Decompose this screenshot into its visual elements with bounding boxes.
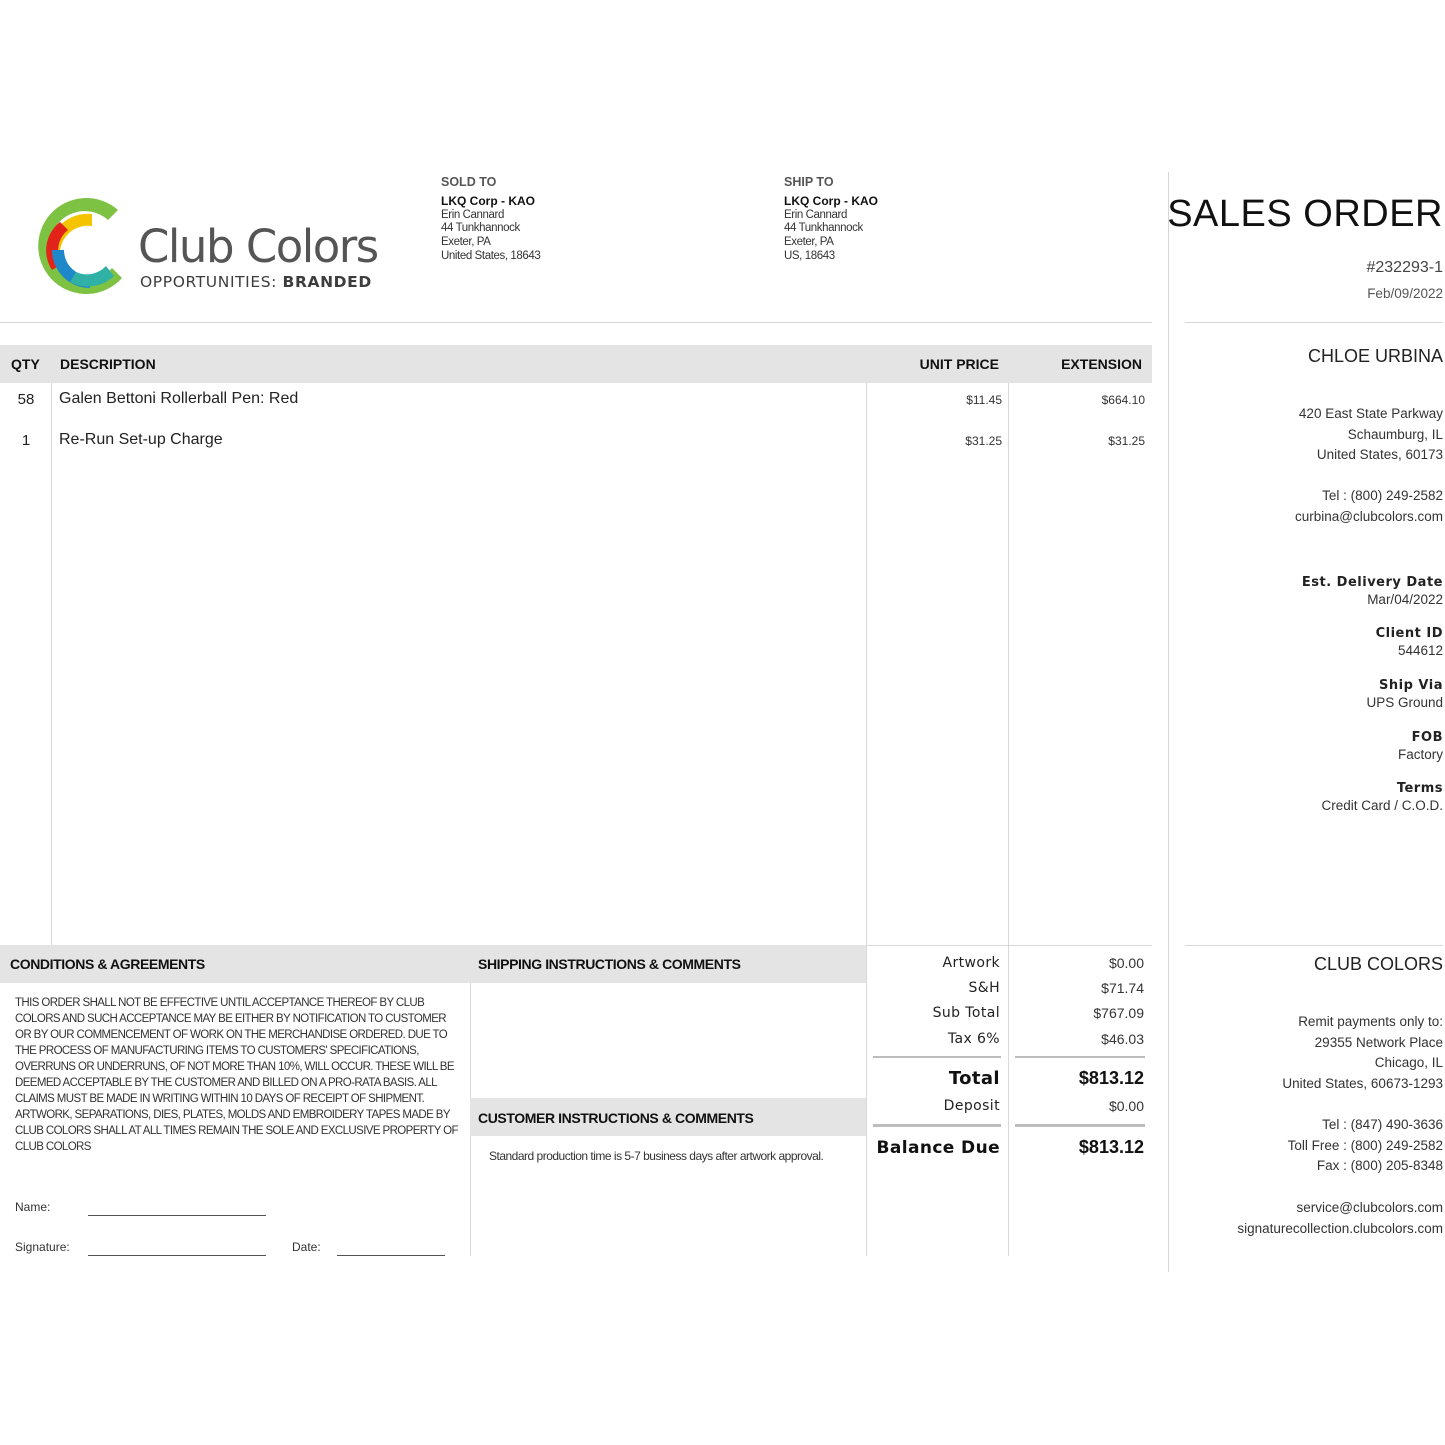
sh-label: S&H: [968, 980, 1000, 996]
row-extension: $31.25: [1108, 434, 1145, 448]
totals-top-rule: [866, 945, 1152, 946]
right-panel-rule-top: [1185, 322, 1443, 323]
company-street: 29355 Network Place: [1314, 1034, 1443, 1050]
row-qty: 58: [17, 391, 35, 408]
name-label: Name:: [15, 1200, 51, 1214]
row-extension: $664.10: [1101, 393, 1145, 407]
company-remit-address: [1282, 1012, 1443, 1095]
col-header-unit-price: UNIT PRICE: [919, 356, 999, 372]
balance-rule-right: [1015, 1124, 1145, 1127]
col-header-qty: QTY: [11, 356, 40, 372]
row-qty: 1: [21, 432, 31, 449]
ship-to-street: 44 Tunkhannock: [784, 222, 863, 235]
col-divider-qty: [51, 383, 52, 945]
sold-to-heading: SOLD TO: [441, 175, 497, 189]
shipping-instructions-heading: SHIPPING INSTRUCTIONS & COMMENTS: [478, 956, 741, 972]
order-detail-fob: [1398, 729, 1443, 763]
order-detail-value: UPS Ground: [1366, 695, 1443, 710]
company-fax: Fax : (800) 205-8348: [1316, 1158, 1443, 1174]
order-detail-value: 544612: [1397, 643, 1443, 658]
sales-order-title: SALES ORDER: [1167, 193, 1443, 235]
total-rule-right: [1015, 1056, 1145, 1058]
sold-to-company: LKQ Corp - KAO: [441, 193, 535, 208]
company-tollfree: Toll Free : (800) 249-2582: [1287, 1137, 1443, 1153]
tax-label: Tax 6%: [947, 1031, 1000, 1047]
company-phones: [1288, 1115, 1443, 1177]
customer-instructions-heading: CUSTOMER INSTRUCTIONS & COMMENTS: [478, 1110, 754, 1126]
ship-to-country: US, 18643: [784, 249, 835, 262]
club-colors-logo: [30, 192, 390, 302]
sold-to-city: Exeter, PA: [441, 236, 491, 249]
col-divider-extension: [1008, 383, 1009, 1256]
ship-to-block: [784, 176, 878, 264]
company-tel: Tel : (847) 490-3636: [1322, 1117, 1443, 1132]
ship-to-heading: SHIP TO: [784, 175, 834, 189]
customer-instructions-text: Standard production time is 5-7 business days after artwork approval.: [489, 1149, 824, 1163]
tax-value: $46.03: [1101, 1031, 1144, 1047]
row-unit-price: $31.25: [965, 434, 1002, 448]
order-detail-value: Credit Card / C.O.D.: [1321, 798, 1443, 813]
date-line[interactable]: [337, 1255, 445, 1256]
deposit-value: $0.00: [1108, 1098, 1144, 1114]
order-detail-label: Client ID: [1375, 626, 1443, 641]
sales-rep-address: [1299, 404, 1443, 466]
sales-rep-email[interactable]: curbina@clubcolors.com: [1294, 508, 1443, 524]
sales-rep-tel: Tel : (800) 249-2582: [1322, 488, 1443, 503]
club-colors-logo-mark-icon: [30, 192, 140, 302]
sales-rep-name: CHLOE URBINA: [1307, 346, 1443, 366]
right-panel-divider: [1168, 172, 1169, 1272]
name-signature-line[interactable]: [88, 1215, 266, 1216]
order-detail-delivery: [1302, 574, 1443, 608]
row-description: Galen Bettoni Rollerball Pen: Red: [59, 390, 299, 407]
sales-rep-contact: [1295, 486, 1443, 527]
order-detail-value: Mar/04/2022: [1367, 592, 1443, 607]
logo-brand-name: Club Colors: [138, 220, 378, 273]
order-detail-terms: [1321, 780, 1443, 814]
signature-line[interactable]: [88, 1255, 266, 1256]
company-remit-label: Remit payments only to:: [1298, 1014, 1443, 1029]
ship-to-contact: Erin Cannard: [784, 208, 847, 221]
order-detail-ship-via: [1366, 677, 1443, 711]
col-header-description: DESCRIPTION: [60, 356, 156, 372]
signature-label: Signature:: [15, 1240, 70, 1254]
total-value: $813.12: [1078, 1068, 1144, 1088]
conditions-text: THIS ORDER SHALL NOT BE EFFECTIVE UNTIL ACCEPTANCE THEREOF BY CLUB COLORS AND SUCH ACCEPTANCE MAY BE EITHER BY NOTIFICATION TO CUSTOMER OR BY OUR COMMENCEMENT OF WORK ON THE MERCHANDISE ORDERED. DUE TO THE PROCESS OF MANUFACTURING ITEMS TO CUSTOMERS' SPECIFICATIONS, OVERRUNS OR UNDERRUNS, OF NOT MORE THAN 10%, WILL OCCUR. THESE WILL BE DEEMED ACCEPTABLE BY THE CUSTOMER AND BILLED ON A PRO-RATA BASIS. ALL CLAIMS MUST BE MADE IN WRITING WITHIN 10 DAYS OF RECEIPT OF SHIPMENT. ARTWORK, SEPARATIONS, DIES, PLATES, MOLDS AND EMBROIDERY TAPES MADE BY CLUB COLORS SHALL AT ALL TIMES REMAIN THE SOLE AND EXCLUSIVE PROPERTY OF CLUB COLORS: [15, 997, 458, 1153]
company-name: CLUB COLORS: [1313, 954, 1443, 974]
right-panel-rule-bottom: [1185, 945, 1443, 946]
subtotal-label: Sub Total: [932, 1005, 1000, 1021]
ship-to-city: Exeter, PA: [784, 236, 834, 249]
order-detail-client-id: [1376, 625, 1443, 659]
company-country: United States, 60673-1293: [1282, 1076, 1443, 1092]
balance-due-value: $813.12: [1078, 1137, 1144, 1157]
col-header-extension: EXTENSION: [1061, 356, 1142, 372]
sold-to-block: [441, 176, 540, 264]
order-detail-value: Factory: [1397, 747, 1443, 762]
row-description: Re-Run Set-up Charge: [59, 431, 223, 448]
date-label: Date:: [292, 1240, 321, 1254]
row-unit-price: $11.45: [966, 393, 1002, 407]
deposit-label: Deposit: [943, 1098, 1000, 1114]
header-rule: [0, 322, 1152, 323]
company-website[interactable]: signaturecollection.clubcolors.com: [1237, 1220, 1443, 1236]
col-divider-unit-price: [866, 383, 867, 1256]
sales-rep-country: United States, 60173: [1316, 447, 1443, 463]
subtotal-value: $767.09: [1093, 1005, 1144, 1021]
order-detail-label: Est. Delivery Date: [1301, 575, 1443, 590]
artwork-value: $0.00: [1108, 955, 1144, 971]
company-email[interactable]: service@clubcolors.com: [1296, 1200, 1443, 1215]
order-detail-label: FOB: [1411, 730, 1443, 745]
order-detail-label: Terms: [1396, 781, 1443, 796]
sold-to-contact: Erin Cannard: [441, 208, 504, 221]
sold-to-street: 44 Tunkhannock: [441, 222, 520, 235]
sales-order-number: #232293-1: [1366, 259, 1443, 276]
balance-due-label: Balance Due: [876, 1138, 1000, 1158]
total-label: Total: [948, 1068, 1000, 1089]
total-rule-left: [873, 1056, 1001, 1058]
sales-order-date: Feb/09/2022: [1367, 286, 1443, 301]
logo-tagline-bold: BRANDED: [282, 273, 372, 291]
sales-rep-street: 420 East State Parkway: [1298, 406, 1443, 421]
balance-rule-left: [873, 1124, 1001, 1127]
sh-value: $71.74: [1101, 980, 1144, 996]
order-detail-label: Ship Via: [1379, 678, 1443, 693]
company-online: [1237, 1198, 1443, 1239]
artwork-label: Artwork: [942, 955, 1000, 971]
logo-tagline-regular: OPPORTUNITIES:: [140, 273, 278, 291]
sales-rep-city: Schaumburg, IL: [1347, 426, 1443, 442]
company-city: Chicago, IL: [1374, 1055, 1443, 1071]
conditions-heading: CONDITIONS & AGREEMENTS: [10, 956, 205, 972]
ship-to-company: LKQ Corp - KAO: [784, 193, 878, 208]
logo-tagline: [140, 273, 372, 291]
sold-to-country: United States, 18643: [441, 249, 541, 262]
